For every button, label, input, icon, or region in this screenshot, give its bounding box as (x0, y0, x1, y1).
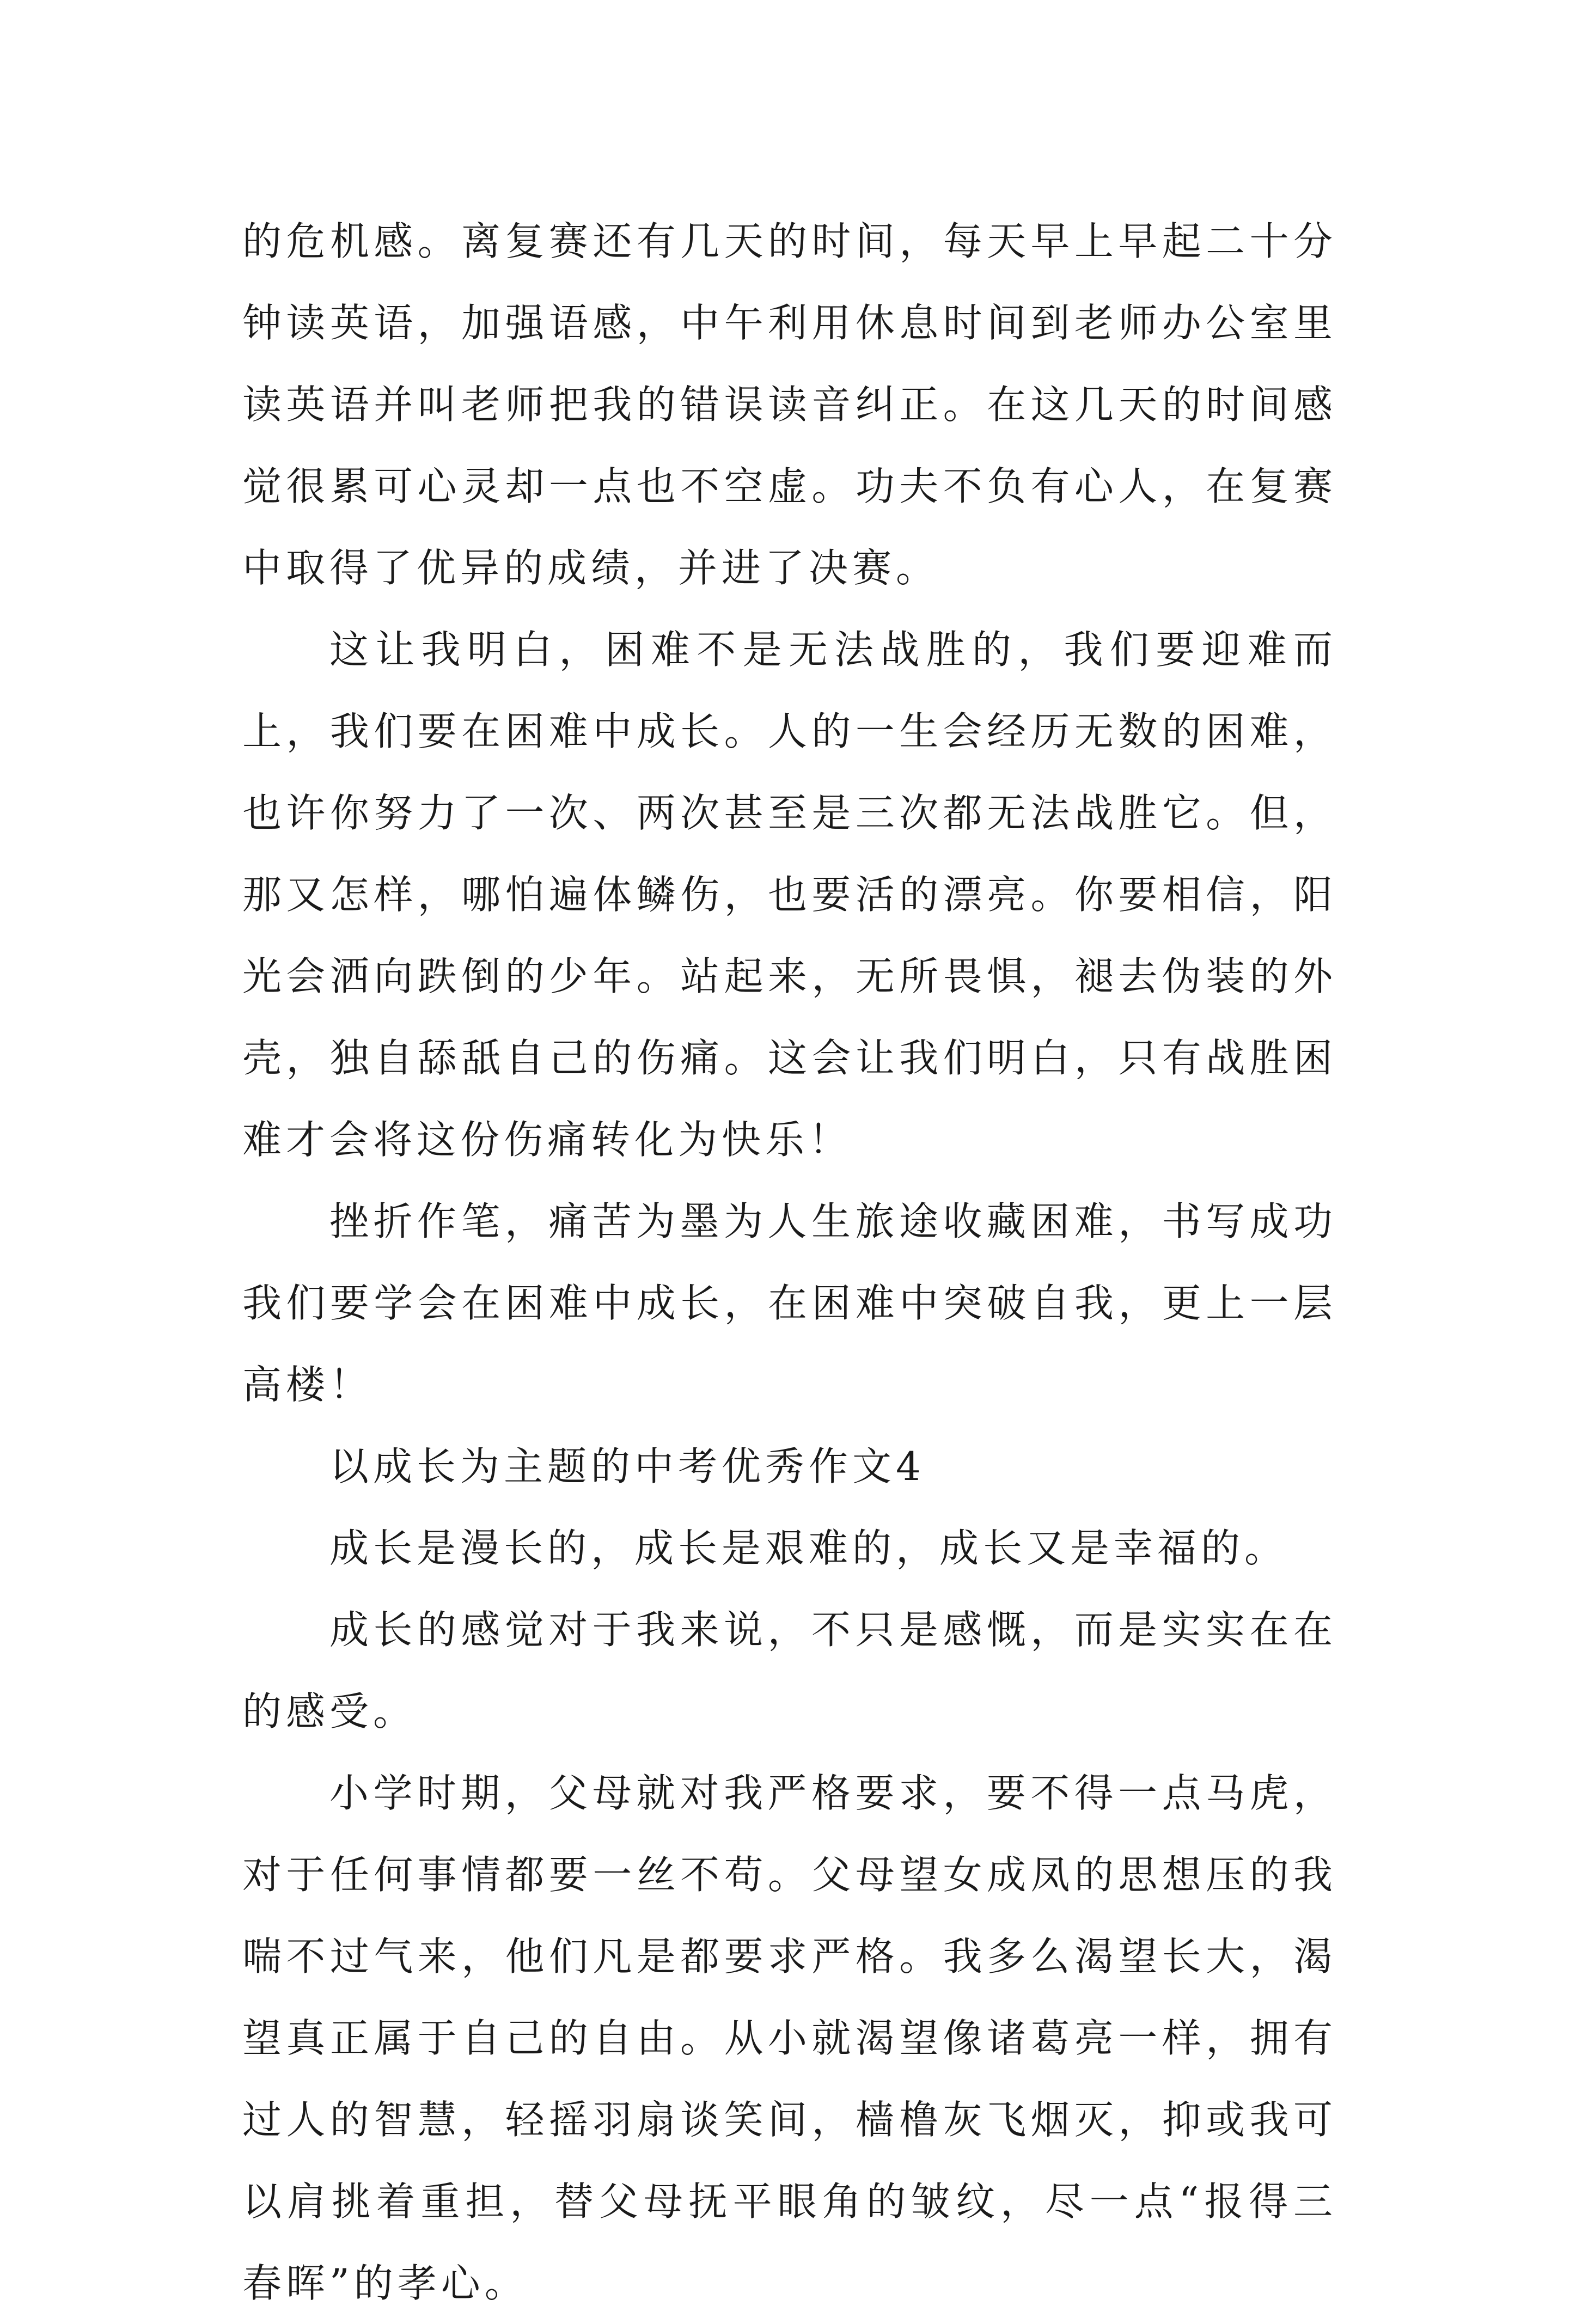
paragraph-2: 这让我明白，困难不是无法战胜的，我们要迎难而上，我们要在困难中成长。人的一生会经历无数的困难，也许你努力了一次、两次甚至是三次都无法战胜它。但，那又怎样，哪怕遍体鳞伤，也要活的漂亮。你要相信，阳光会洒向跌倒的少年。站起来，无所畏惧，褪去伪装的外壳，独自舔舐自己的伤痛。这会让我们明白，只有战胜困难才会将这份伤痛转化为快乐！ (242, 627, 1337, 1163)
paragraph-4: 成长是漫长的，成长是艰难的，成长又是幸福的。 (329, 1525, 1288, 1571)
paragraph-3: 挫折作笔，痛苦为墨为人生旅途收藏困难，书写成功我们要学会在困难中成长，在困难中突破自我，更上一层高楼！ (242, 1198, 1337, 1408)
paragraph-5: 成长的感觉对于我来说，不只是感慨，而是实实在在的感受。 (242, 1607, 1337, 1734)
paragraph-6: 小学时期，父母就对我严格要求，要不得一点马虎，对于任何事情都要一丝不苟。父母望女成凤的思想压的我喘不过气来，他们凡是都要求严格。我多么渴望长大，渴望真正属于自己的自由。从小就渴望像诸葛亮一样，拥有过人的智慧，轻摇羽扇谈笑间，樯橹灰飞烟灭，抑或我可以肩挑着重担，替父母抚平眼角的皱纹，尽一点“报得三春晖”的孝心。 (242, 1770, 1337, 2306)
paragraph-1: 的危机感。离复赛还有几天的时间，每天早上早起二十分钟读英语，加强语感，中午利用休息时间到老师办公室里读英语并叫老师把我的错误读音纠正。在这几天的时间感觉很累可心灵却一点也不空虚。功夫不负有心人，在复赛中取得了优异的成绩，并进了决赛。 (242, 218, 1337, 591)
essay-title: 以成长为主题的中考优秀作文4 (329, 1444, 925, 1489)
essay-body (242, 200, 1337, 2324)
